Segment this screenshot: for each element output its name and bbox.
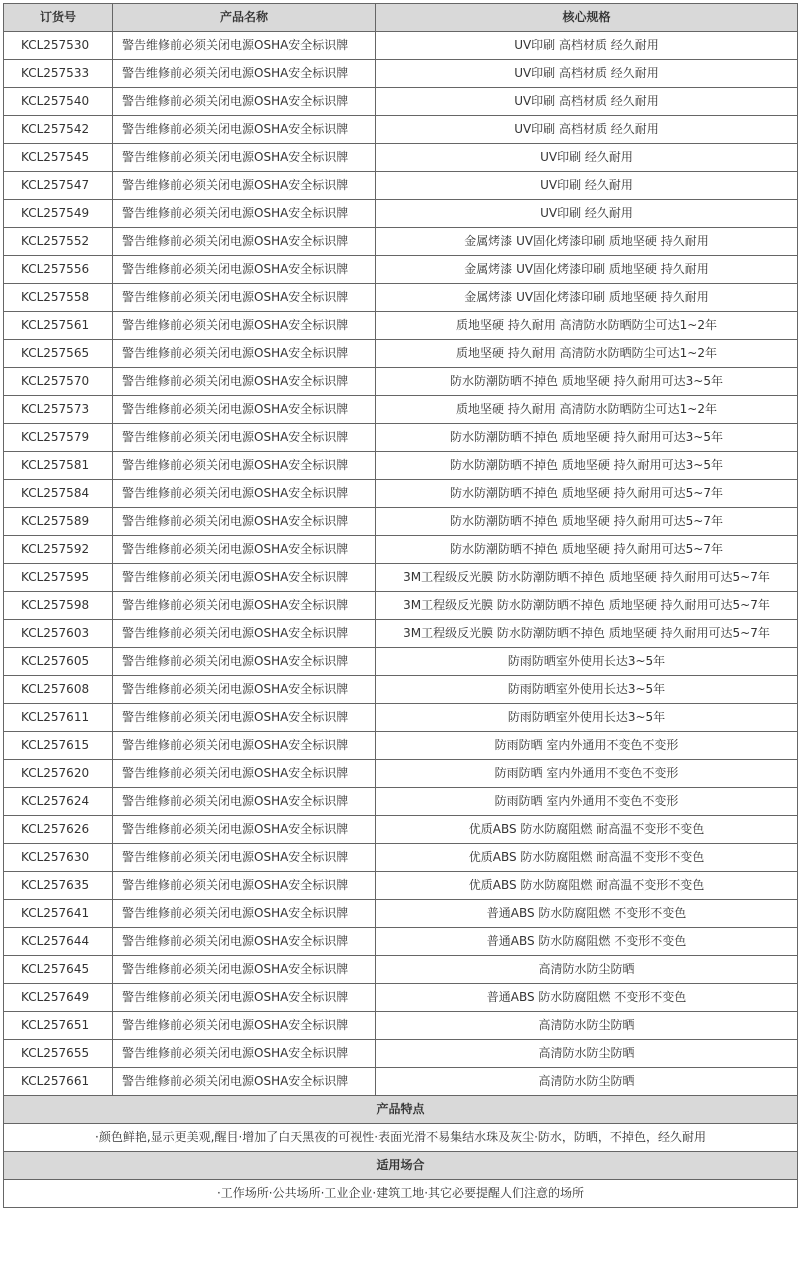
core-spec-cell: UV印刷 经久耐用 bbox=[376, 172, 798, 200]
core-spec-cell: 金属烤漆 UV固化烤漆印刷 质地坚硬 持久耐用 bbox=[376, 284, 798, 312]
order-number-cell: KCL257542 bbox=[4, 116, 113, 144]
table-row bbox=[4, 1040, 798, 1068]
table-row bbox=[4, 928, 798, 956]
product-name-cell: 警告维修前必须关闭电源OSHA安全标识牌 bbox=[113, 648, 376, 676]
product-name-cell: 警告维修前必须关闭电源OSHA安全标识牌 bbox=[113, 732, 376, 760]
header-product-name: 产品名称 bbox=[113, 4, 376, 32]
order-number-cell: KCL257545 bbox=[4, 144, 113, 172]
product-name-cell: 警告维修前必须关闭电源OSHA安全标识牌 bbox=[113, 536, 376, 564]
table-row bbox=[4, 60, 798, 88]
table-row bbox=[4, 200, 798, 228]
applications-title: 适用场合 bbox=[4, 1152, 798, 1180]
core-spec-cell: 金属烤漆 UV固化烤漆印刷 质地坚硬 持久耐用 bbox=[376, 228, 798, 256]
product-name-cell: 警告维修前必须关闭电源OSHA安全标识牌 bbox=[113, 228, 376, 256]
order-number-cell: KCL257644 bbox=[4, 928, 113, 956]
table-row bbox=[4, 452, 798, 480]
core-spec-cell: 3M工程级反光膜 防水防潮防晒不掉色 质地坚硬 持久耐用可达5~7年 bbox=[376, 592, 798, 620]
product-name-cell: 警告维修前必须关闭电源OSHA安全标识牌 bbox=[113, 340, 376, 368]
table-row bbox=[4, 1012, 798, 1040]
order-number-cell: KCL257649 bbox=[4, 984, 113, 1012]
product-name-cell: 警告维修前必须关闭电源OSHA安全标识牌 bbox=[113, 368, 376, 396]
order-number-cell: KCL257615 bbox=[4, 732, 113, 760]
features-title: 产品特点 bbox=[4, 1096, 798, 1124]
core-spec-cell: UV印刷 经久耐用 bbox=[376, 144, 798, 172]
table-row bbox=[4, 592, 798, 620]
order-number-cell: KCL257581 bbox=[4, 452, 113, 480]
core-spec-cell: 防水防潮防晒不掉色 质地坚硬 持久耐用可达3~5年 bbox=[376, 424, 798, 452]
product-name-cell: 警告维修前必须关闭电源OSHA安全标识牌 bbox=[113, 284, 376, 312]
table-row bbox=[4, 480, 798, 508]
product-name-cell: 警告维修前必须关闭电源OSHA安全标识牌 bbox=[113, 424, 376, 452]
table-row bbox=[4, 564, 798, 592]
table-row bbox=[4, 284, 798, 312]
table-row bbox=[4, 844, 798, 872]
order-number-cell: KCL257565 bbox=[4, 340, 113, 368]
table-row bbox=[4, 368, 798, 396]
applications-text: ·工作场所·公共场所·工业企业·建筑工地·其它必要提醒人们注意的场所 bbox=[4, 1180, 798, 1208]
product-name-cell: 警告维修前必须关闭电源OSHA安全标识牌 bbox=[113, 788, 376, 816]
product-name-cell: 警告维修前必须关闭电源OSHA安全标识牌 bbox=[113, 452, 376, 480]
core-spec-cell: 防水防潮防晒不掉色 质地坚硬 持久耐用可达3~5年 bbox=[376, 368, 798, 396]
product-spec-table bbox=[3, 3, 798, 1208]
product-name-cell: 警告维修前必须关闭电源OSHA安全标识牌 bbox=[113, 312, 376, 340]
applications-text-row bbox=[4, 1180, 798, 1208]
product-name-cell: 警告维修前必须关闭电源OSHA安全标识牌 bbox=[113, 956, 376, 984]
order-number-cell: KCL257635 bbox=[4, 872, 113, 900]
table-row bbox=[4, 144, 798, 172]
core-spec-cell: 防水防潮防晒不掉色 质地坚硬 持久耐用可达5~7年 bbox=[376, 536, 798, 564]
table-row bbox=[4, 816, 798, 844]
table-row bbox=[4, 88, 798, 116]
core-spec-cell: 优质ABS 防水防腐阻燃 耐高温不变形不变色 bbox=[376, 816, 798, 844]
order-number-cell: KCL257655 bbox=[4, 1040, 113, 1068]
core-spec-cell: 高清防水防尘防晒 bbox=[376, 1068, 798, 1096]
core-spec-cell: 高清防水防尘防晒 bbox=[376, 956, 798, 984]
core-spec-cell: 3M工程级反光膜 防水防潮防晒不掉色 质地坚硬 持久耐用可达5~7年 bbox=[376, 620, 798, 648]
table-row bbox=[4, 956, 798, 984]
order-number-cell: KCL257630 bbox=[4, 844, 113, 872]
product-name-cell: 警告维修前必须关闭电源OSHA安全标识牌 bbox=[113, 172, 376, 200]
product-name-cell: 警告维修前必须关闭电源OSHA安全标识牌 bbox=[113, 844, 376, 872]
product-name-cell: 警告维修前必须关闭电源OSHA安全标识牌 bbox=[113, 508, 376, 536]
product-name-cell: 警告维修前必须关闭电源OSHA安全标识牌 bbox=[113, 1040, 376, 1068]
table-row bbox=[4, 788, 798, 816]
order-number-cell: KCL257645 bbox=[4, 956, 113, 984]
table-row bbox=[4, 536, 798, 564]
order-number-cell: KCL257598 bbox=[4, 592, 113, 620]
table-row bbox=[4, 228, 798, 256]
product-name-cell: 警告维修前必须关闭电源OSHA安全标识牌 bbox=[113, 256, 376, 284]
features-title-row bbox=[4, 1096, 798, 1124]
order-number-cell: KCL257530 bbox=[4, 32, 113, 60]
order-number-cell: KCL257540 bbox=[4, 88, 113, 116]
order-number-cell: KCL257603 bbox=[4, 620, 113, 648]
product-name-cell: 警告维修前必须关闭电源OSHA安全标识牌 bbox=[113, 928, 376, 956]
table-row bbox=[4, 732, 798, 760]
order-number-cell: KCL257556 bbox=[4, 256, 113, 284]
core-spec-cell: 防雨防晒 室内外通用不变色不变形 bbox=[376, 760, 798, 788]
product-name-cell: 警告维修前必须关闭电源OSHA安全标识牌 bbox=[113, 32, 376, 60]
table-row bbox=[4, 508, 798, 536]
order-number-cell: KCL257641 bbox=[4, 900, 113, 928]
table-row bbox=[4, 312, 798, 340]
core-spec-cell: UV印刷 高档材质 经久耐用 bbox=[376, 32, 798, 60]
product-name-cell: 警告维修前必须关闭电源OSHA安全标识牌 bbox=[113, 592, 376, 620]
core-spec-cell: 优质ABS 防水防腐阻燃 耐高温不变形不变色 bbox=[376, 844, 798, 872]
table-row bbox=[4, 1068, 798, 1096]
order-number-cell: KCL257624 bbox=[4, 788, 113, 816]
table-row bbox=[4, 32, 798, 60]
product-name-cell: 警告维修前必须关闭电源OSHA安全标识牌 bbox=[113, 760, 376, 788]
product-name-cell: 警告维修前必须关闭电源OSHA安全标识牌 bbox=[113, 872, 376, 900]
product-name-cell: 警告维修前必须关闭电源OSHA安全标识牌 bbox=[113, 816, 376, 844]
product-name-cell: 警告维修前必须关闭电源OSHA安全标识牌 bbox=[113, 676, 376, 704]
table-row bbox=[4, 676, 798, 704]
core-spec-cell: 金属烤漆 UV固化烤漆印刷 质地坚硬 持久耐用 bbox=[376, 256, 798, 284]
core-spec-cell: 防雨防晒 室内外通用不变色不变形 bbox=[376, 788, 798, 816]
order-number-cell: KCL257620 bbox=[4, 760, 113, 788]
order-number-cell: KCL257547 bbox=[4, 172, 113, 200]
core-spec-cell: 3M工程级反光膜 防水防潮防晒不掉色 质地坚硬 持久耐用可达5~7年 bbox=[376, 564, 798, 592]
core-spec-cell: 防雨防晒室外使用长达3~5年 bbox=[376, 676, 798, 704]
table-row bbox=[4, 984, 798, 1012]
product-name-cell: 警告维修前必须关闭电源OSHA安全标识牌 bbox=[113, 900, 376, 928]
core-spec-cell: UV印刷 经久耐用 bbox=[376, 200, 798, 228]
table-row bbox=[4, 340, 798, 368]
core-spec-cell: 高清防水防尘防晒 bbox=[376, 1012, 798, 1040]
product-name-cell: 警告维修前必须关闭电源OSHA安全标识牌 bbox=[113, 480, 376, 508]
order-number-cell: KCL257561 bbox=[4, 312, 113, 340]
core-spec-cell: 质地坚硬 持久耐用 高清防水防晒防尘可达1~2年 bbox=[376, 340, 798, 368]
order-number-cell: KCL257595 bbox=[4, 564, 113, 592]
product-name-cell: 警告维修前必须关闭电源OSHA安全标识牌 bbox=[113, 200, 376, 228]
core-spec-cell: 普通ABS 防水防腐阻燃 不变形不变色 bbox=[376, 928, 798, 956]
core-spec-cell: UV印刷 高档材质 经久耐用 bbox=[376, 88, 798, 116]
product-name-cell: 警告维修前必须关闭电源OSHA安全标识牌 bbox=[113, 1068, 376, 1096]
order-number-cell: KCL257573 bbox=[4, 396, 113, 424]
core-spec-cell: 防水防潮防晒不掉色 质地坚硬 持久耐用可达5~7年 bbox=[376, 508, 798, 536]
order-number-cell: KCL257592 bbox=[4, 536, 113, 564]
features-text: ·颜色鲜艳,显示更美观,醒目·增加了白天黑夜的可视性·表面光滑不易集结水珠及灰尘·防水，防晒，不掉色，经久耐用 bbox=[4, 1124, 798, 1152]
table-footer bbox=[4, 1096, 798, 1208]
product-name-cell: 警告维修前必须关闭电源OSHA安全标识牌 bbox=[113, 144, 376, 172]
core-spec-cell: 防雨防晒 室内外通用不变色不变形 bbox=[376, 732, 798, 760]
table-row bbox=[4, 900, 798, 928]
order-number-cell: KCL257611 bbox=[4, 704, 113, 732]
core-spec-cell: 防水防潮防晒不掉色 质地坚硬 持久耐用可达5~7年 bbox=[376, 480, 798, 508]
product-name-cell: 警告维修前必须关闭电源OSHA安全标识牌 bbox=[113, 88, 376, 116]
table-row bbox=[4, 172, 798, 200]
order-number-cell: KCL257570 bbox=[4, 368, 113, 396]
order-number-cell: KCL257552 bbox=[4, 228, 113, 256]
product-name-cell: 警告维修前必须关闭电源OSHA安全标识牌 bbox=[113, 620, 376, 648]
core-spec-cell: 普通ABS 防水防腐阻燃 不变形不变色 bbox=[376, 900, 798, 928]
order-number-cell: KCL257584 bbox=[4, 480, 113, 508]
table-row bbox=[4, 116, 798, 144]
features-text-row bbox=[4, 1124, 798, 1152]
product-name-cell: 警告维修前必须关闭电源OSHA安全标识牌 bbox=[113, 704, 376, 732]
table-row bbox=[4, 872, 798, 900]
table-row bbox=[4, 256, 798, 284]
header-order-number: 订货号 bbox=[4, 4, 113, 32]
table-row bbox=[4, 396, 798, 424]
order-number-cell: KCL257579 bbox=[4, 424, 113, 452]
product-name-cell: 警告维修前必须关闭电源OSHA安全标识牌 bbox=[113, 60, 376, 88]
product-name-cell: 警告维修前必须关闭电源OSHA安全标识牌 bbox=[113, 984, 376, 1012]
table-body bbox=[4, 32, 798, 1096]
product-name-cell: 警告维修前必须关闭电源OSHA安全标识牌 bbox=[113, 116, 376, 144]
order-number-cell: KCL257626 bbox=[4, 816, 113, 844]
order-number-cell: KCL257605 bbox=[4, 648, 113, 676]
applications-title-row bbox=[4, 1152, 798, 1180]
table-row bbox=[4, 704, 798, 732]
order-number-cell: KCL257549 bbox=[4, 200, 113, 228]
table-row bbox=[4, 760, 798, 788]
table-row bbox=[4, 648, 798, 676]
order-number-cell: KCL257608 bbox=[4, 676, 113, 704]
core-spec-cell: 防雨防晒室外使用长达3~5年 bbox=[376, 704, 798, 732]
core-spec-cell: 防雨防晒室外使用长达3~5年 bbox=[376, 648, 798, 676]
order-number-cell: KCL257661 bbox=[4, 1068, 113, 1096]
order-number-cell: KCL257589 bbox=[4, 508, 113, 536]
core-spec-cell: 防水防潮防晒不掉色 质地坚硬 持久耐用可达3~5年 bbox=[376, 452, 798, 480]
order-number-cell: KCL257533 bbox=[4, 60, 113, 88]
product-name-cell: 警告维修前必须关闭电源OSHA安全标识牌 bbox=[113, 1012, 376, 1040]
product-name-cell: 警告维修前必须关闭电源OSHA安全标识牌 bbox=[113, 564, 376, 592]
order-number-cell: KCL257651 bbox=[4, 1012, 113, 1040]
table-row bbox=[4, 620, 798, 648]
product-spec-table-container bbox=[3, 3, 797, 1208]
core-spec-cell: 普通ABS 防水防腐阻燃 不变形不变色 bbox=[376, 984, 798, 1012]
core-spec-cell: 质地坚硬 持久耐用 高清防水防晒防尘可达1~2年 bbox=[376, 312, 798, 340]
order-number-cell: KCL257558 bbox=[4, 284, 113, 312]
header-core-spec: 核心规格 bbox=[376, 4, 798, 32]
core-spec-cell: 质地坚硬 持久耐用 高清防水防晒防尘可达1~2年 bbox=[376, 396, 798, 424]
product-name-cell: 警告维修前必须关闭电源OSHA安全标识牌 bbox=[113, 396, 376, 424]
core-spec-cell: 高清防水防尘防晒 bbox=[376, 1040, 798, 1068]
table-row bbox=[4, 424, 798, 452]
core-spec-cell: UV印刷 高档材质 经久耐用 bbox=[376, 60, 798, 88]
table-header-row bbox=[4, 4, 798, 32]
core-spec-cell: UV印刷 高档材质 经久耐用 bbox=[376, 116, 798, 144]
core-spec-cell: 优质ABS 防水防腐阻燃 耐高温不变形不变色 bbox=[376, 872, 798, 900]
